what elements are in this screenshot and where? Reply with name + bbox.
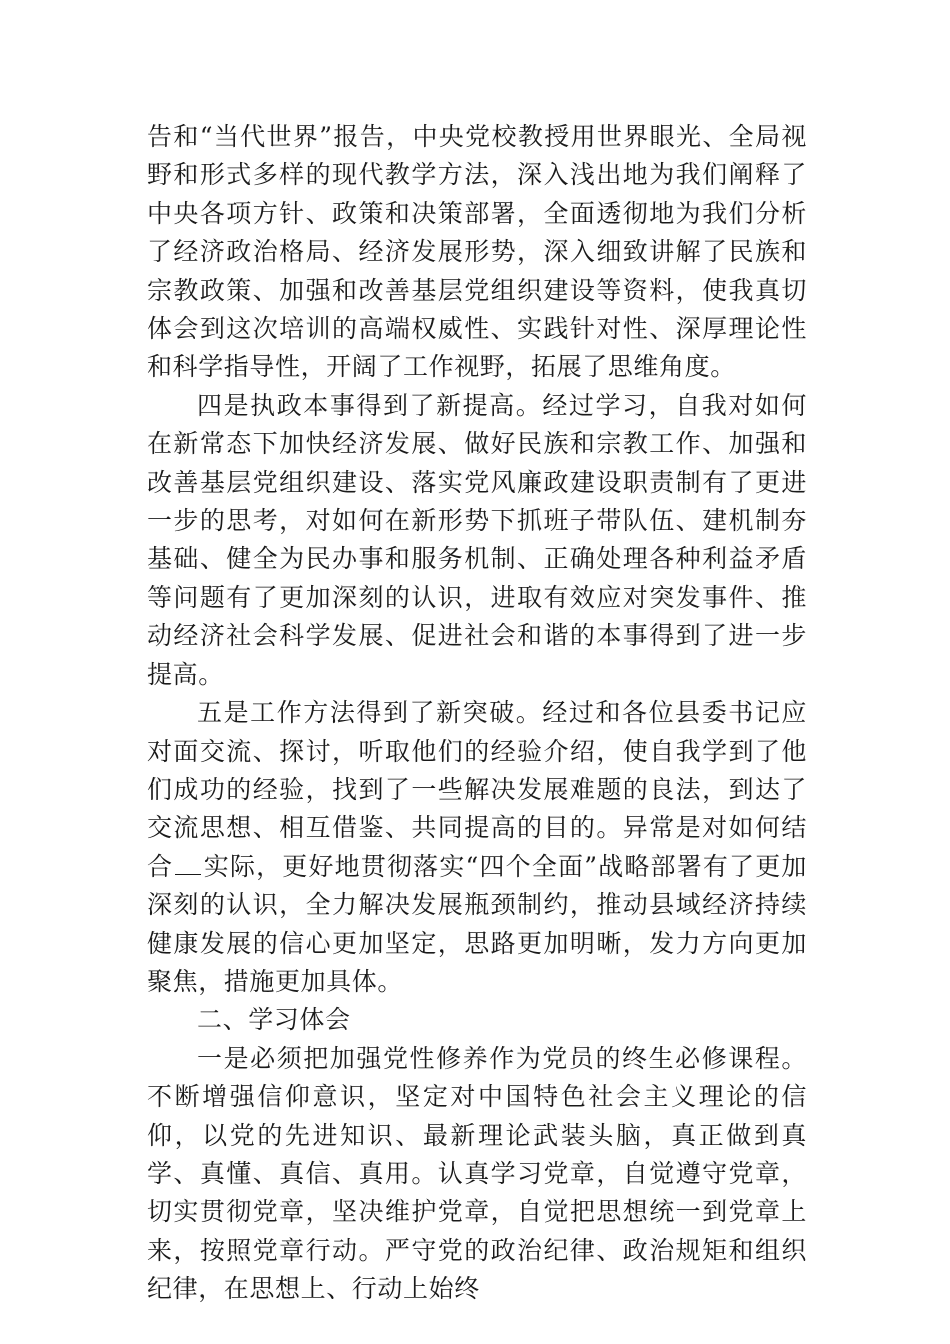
paragraph-point-five-part1: 五是工作方法得到了新突破。经过和各位县委书记应对面交流、探讨，听取他们的经验介绍，使自我学到了他们成功的经验，找到了一些解决发展难题的良法，到达了交流思想、相互借鉴、共同提高的目的。异常是对如何结合 bbox=[147, 698, 807, 881]
paragraph-point-five-part2: 实际，更好地贯彻落实“四个全面”战略部署有了更加深刻的认识，全力解决发展瓶颈制约，推动县域经济持续健康发展的信心更加坚定，思路更加明晰，发力方向更加聚焦，措施更加具体。 bbox=[147, 851, 807, 996]
section-heading-study-experience: 二、学习体会 bbox=[197, 1005, 351, 1035]
paragraph-point-five bbox=[147, 694, 807, 1001]
paragraph-point-one: 一是必须把加强党性修养作为党员的终生必修课程。不断增强信仰意识，坚定对中国特色社会主义理论的信仰，以党的先进知识、最新理论武装头脑，真正做到真学、真懂、真信、真用。认真学习党章，自觉遵守党章，切实贯彻党章，坚决维护党章，自觉把思想统一到党章上来，按照党章行动。严守党的政治纪律、政治规矩和组织纪律，在思想上、行动上始终 bbox=[147, 1043, 807, 1304]
fill-blank-underline bbox=[175, 854, 201, 875]
document-body bbox=[147, 118, 807, 1309]
paragraph-continued: 告和“当代世界”报告，中央党校教授用世界眼光、全局视野和形式多样的现代教学方法，深入浅出地为我们阐释了中央各项方针、政策和决策部署，全面透彻地为我们分析了经济政治格局、经济发展形势，深入细致讲解了民族和宗教政策、加强和改善基层党组织建设等资料，使我真切体会到这次培训的高端权威性、实践针对性、深厚理论性和科学指导性，开阔了工作视野，拓展了思维角度。 bbox=[147, 122, 807, 382]
paragraph-point-four: 四是执政本事得到了新提高。经过学习，自我对如何在新常态下加快经济发展、做好民族和宗教工作、加强和改善基层党组织建设、落实党风廉政建设职责制有了更进一步的思考，对如何在新形势下抓班子带队伍、建机制夯基础、健全为民办事和服务机制、正确处理各种利益矛盾等问题有了更加深刻的认识，进取有效应对突发事件、推动经济社会科学发展、促进社会和谐的本事得到了进一步提高。 bbox=[147, 390, 807, 689]
